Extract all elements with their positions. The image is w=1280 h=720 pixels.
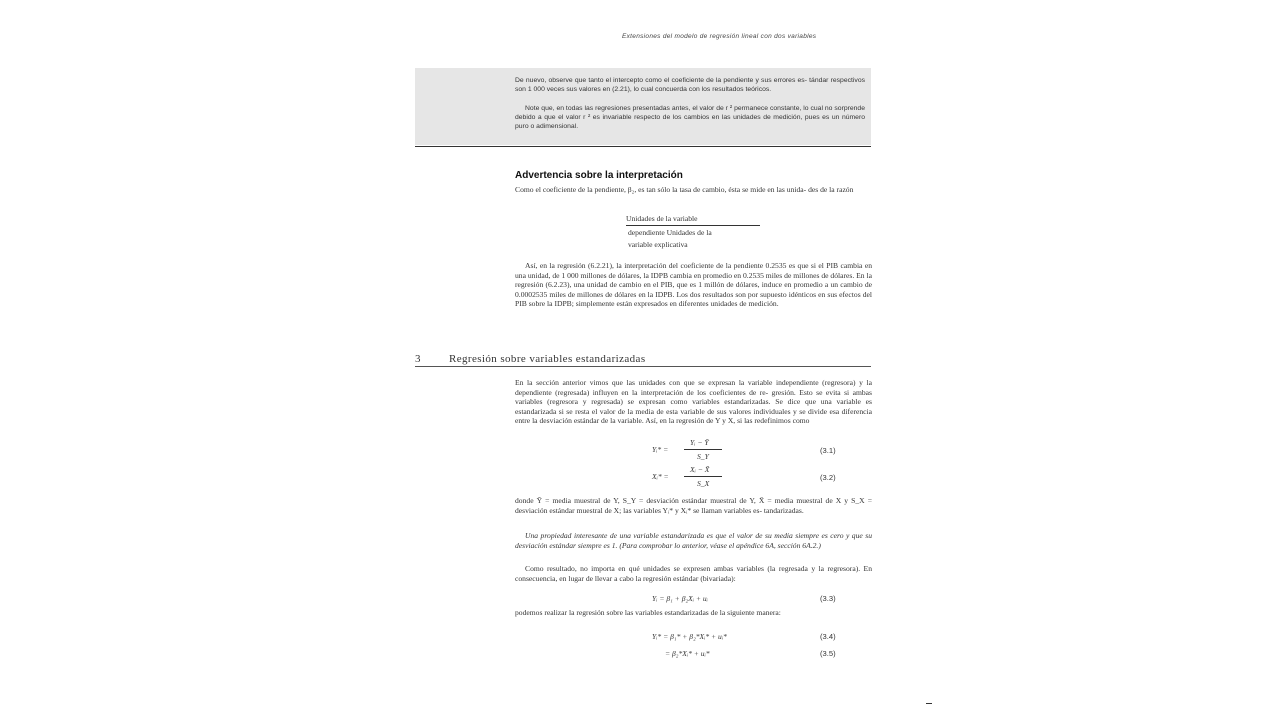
equation-3-2-numerator: Xᵢ − X̄ [690,465,710,474]
ratio-denominator-line-1: dependiente Unidades de la [628,228,712,237]
property-paragraph: Una propiedad interesante de una variable estandarizada es que el valor de su media siempre es cero y que su desviación estándar siempre es 1. (Para comprobar lo anterior, véase el apéndice 6A, sección 6A.2.) [515,531,872,550]
page-corner-mark [926,703,932,704]
note-paragraph-2: Note que, en todas las regresiones presentadas antes, el valor de r ² permanece constante, lo cual no sorprende debido a que el valor r ² es invariable respecto de los cambios en las unidades de medición, pues es un número puro o adimensional. [515,105,865,131]
section-heading-warning: Advertencia sobre la interpretación [515,170,683,181]
definitions-paragraph: donde Ȳ = media muestral de Y, S_Y = desviación estándar muestral de Y, X̄ = media muestral de X y S_X = desviación estándar muestral de X; las variables Yᵢ* y Xᵢ* se llaman variables es- tandarizadas. [515,496,872,515]
equation-3-5: = β₂*Xᵢ* + uᵢ* [665,649,710,658]
equation-3-1-number: (3.1) [820,446,836,455]
equation-3-4-number: (3.4) [820,632,836,641]
ratio-fraction-bar [626,225,760,226]
equation-3-5-number: (3.5) [820,649,836,658]
equation-3-1-numerator: Yᵢ − Ȳ [690,438,709,447]
section-number: 3 [415,353,421,365]
section-intro-paragraph: En la sección anterior vimos que las unidades con que se expresan la variable independiente (regresora) y la dependiente (regresada) influyen en la interpretación de los coeficientes de re- gresión. Esto se evita si ambas variables (regresora y regresada) se expresan como variables estandarizadas. Se dice que una variable es estandarizada si se resta el valor de la media de esta variable de sus valores individuales y se divide esa diferencia entre la desviación estándar de la variable. Así, en la regresión de Y y X, si las redefinimos como [515,378,872,426]
equation-3-3: Yᵢ = β₁ + β₂Xᵢ + uᵢ [652,594,708,603]
equation-3-4: Yᵢ* = β₁* + β₂*Xᵢ* + uᵢ* [652,632,727,641]
running-head: Extensiones del modelo de regresión lineal con dos variables [622,33,817,40]
warning-paragraph: Como el coeficiente de la pendiente, β₂, es tan sólo la tasa de cambio, ésta se mide en las unida- des de la razón [515,185,854,194]
section-title: Regresión sobre variables estandarizadas [449,353,646,365]
equation-3-3-number: (3.3) [820,594,836,603]
equation-3-1-lhs: Yᵢ* = [652,445,669,454]
equation-3-1-fraction-bar [684,449,722,450]
equation-3-2-number: (3.2) [820,473,836,482]
note-box [415,68,871,145]
equation-3-2-denominator: S_X [697,479,710,488]
equation-3-2-fraction-bar [684,476,722,477]
ratio-numerator: Unidades de la variable [626,214,698,223]
equation-3-2-lhs: Xᵢ* = [652,472,669,481]
section-heading [415,353,871,367]
interpretation-paragraph: Así, en la regresión (6.2.21), la interpretación del coeficiente de la pendiente 0.2535 es que si el PIB cambia en una unidad, de 1 000 millones de dólares, la IDPB cambia en promedio en 0.2535 miles de millones de dólares. En la regresión (6.2.23), una unidad de cambio en el PIB, que es 1 millón de dólares, induce en promedio a un cambio de 0.0002535 miles de millones de dólares en la IDPB. Los dos resultados son por supuesto idénticos en sus efectos del PIB sobre la IDPB; simplemente están expresados en diferentes unidades de medición. [515,261,872,309]
equation-3-1-denominator: S_Y [697,452,709,461]
note-divider [415,146,871,147]
ratio-denominator-line-2: variable explicativa [628,240,688,249]
consequence-paragraph: Como resultado, no importa en qué unidades se expresen ambas variables (la regresada y la regresora). En consecuencia, en lugar de llevar a cabo la regresión estándar (bivariada): [515,564,872,583]
standardized-regression-paragraph: podemos realizar la regresión sobre las variables estandarizadas de la siguiente manera: [515,608,781,617]
note-paragraph-1: De nuevo, observe que tanto el intercepto como el coeficiente de la pendiente y sus errores es- tándar respectivos son 1 000 veces sus valores en (2.21), lo cual concuerda con los resultados teóricos. [515,77,865,94]
